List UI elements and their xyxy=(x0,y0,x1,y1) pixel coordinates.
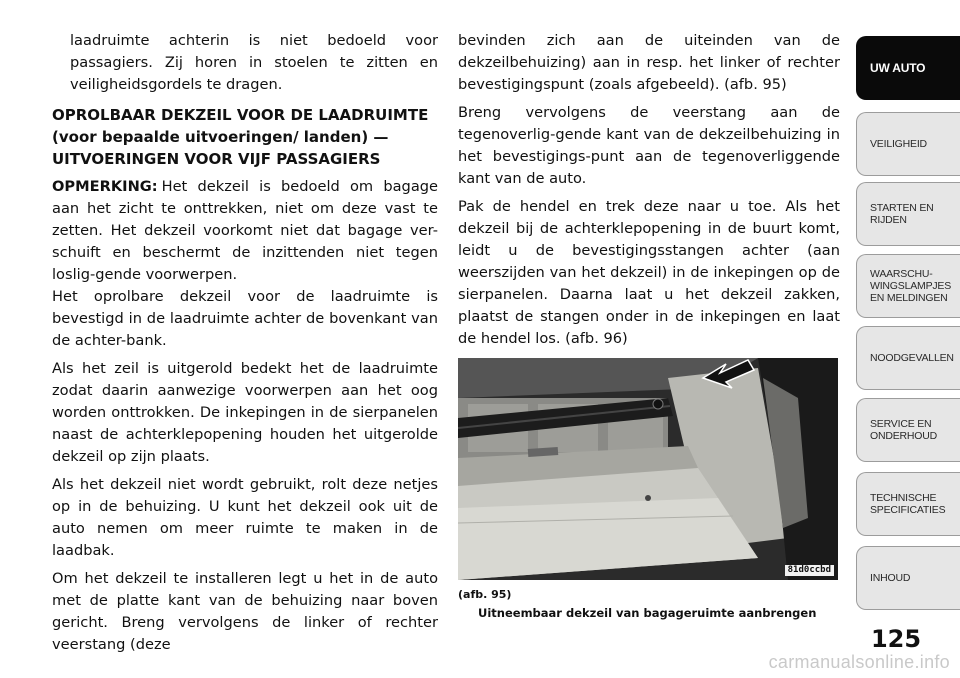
tab-label: STARTEN EN RIJDEN xyxy=(870,202,934,226)
tab-label: INHOUD xyxy=(870,572,911,584)
figure-caption: Uitneembaar dekzeil van bagageruimte aanbrengen xyxy=(478,606,817,620)
cargo-area-illustration xyxy=(458,358,838,580)
note-label: OPMERKING: xyxy=(52,178,158,195)
tab-starten-en-rijden[interactable] xyxy=(856,182,960,246)
body-paragraph-storage: Als het dekzeil niet wordt gebruikt, rolt deze netjes op in de behuizing. U kunt het dekzeil ook uit de auto nemen om meer ruimte te maken in de laadbak. xyxy=(52,476,438,559)
right-column xyxy=(458,30,840,350)
tab-veiligheid[interactable] xyxy=(856,112,960,176)
figure-code: 81d0ccbd xyxy=(785,565,834,576)
tab-technische-specificaties[interactable] xyxy=(856,472,960,536)
tab-label: SERVICE EN ONDERHOUD xyxy=(870,418,938,442)
figure-label: (afb. 95) xyxy=(458,588,512,601)
tab-label: TECHNISCHE SPECIFICATIES xyxy=(870,492,946,516)
tab-noodgevallen[interactable] xyxy=(856,326,960,390)
body-paragraph-unrolled: Als het zeil is uitgerold bedekt het de laadruimte zodat daarin aanwezige voorwerpen aan het oog worden onttrokken. De inkepingen in de sierpanelen naast de achterklepopening houden het uitgerolde dekzeil op zijn plaats. xyxy=(52,360,438,465)
tab-label: WAARSCHU-WINGSLAMPJES EN MELDINGEN xyxy=(870,268,952,304)
body-paragraph-opposite: Breng vervolgens de veerstang aan de tegenoverlig-gende kant van de dekzeilbehuizing in het bevestigings-punt aan de tegenoverliggende kant van de auto. xyxy=(458,104,840,187)
body-paragraph-mounting: Het oprolbare dekzeil voor de laadruimte is bevestigd in de laadruimte achter de bovenkant van de achter-bank. xyxy=(52,288,438,349)
cargo-cover-photo xyxy=(458,358,838,580)
body-paragraph-attach: bevinden zich aan de uiteinden van de dekzeilbehuizing) aan in resp. het linker of rechter bevestigingspunt (zoals afgebeeld). (afb. 95) xyxy=(458,32,840,93)
watermark: carmanualsonline.info xyxy=(768,652,950,672)
tab-service-en-onderhoud[interactable] xyxy=(856,398,960,462)
body-paragraph-install: Om het dekzeil te installeren legt u het in de auto met de platte kant van de behuizing naar boven gericht. Breng vervolgens de linker of rechter veerstang (deze xyxy=(52,570,438,653)
note-text: Het dekzeil is bedoeld om bagage aan het zicht te onttrekken, niet om deze vast te zetten. Het dekzeil voorkomt niet dat bagage ver-schuift en beschermt de inzittenden niet tegen loslig-gende voorwerpen. xyxy=(52,178,438,283)
chapter-sidebar xyxy=(856,0,960,678)
tab-label: UW AUTO xyxy=(870,61,926,75)
left-column xyxy=(52,30,438,656)
page-number: 125 xyxy=(870,625,922,653)
tab-label: NOODGEVALLEN xyxy=(870,352,954,364)
body-paragraph-handle: Pak de hendel en trek deze naar u toe. Als het dekzeil bij de achterklepopening in de buurt komt, leidt u de bevestigingsstangen achter (aan weerszijden van het dekzeil) in de inkepingen op de sierpanelen. Daarna laat u het dekzeil zakken, plaatst de stangen onder in de inkepingen en laat de hendel los. (afb. 96) xyxy=(458,198,840,347)
tab-uw-auto[interactable] xyxy=(856,36,960,100)
section-heading: OPROLBAAR DEKZEIL VOOR DE LAADRUIMTE (voor bepaalde uitvoeringen/ landen) — UITVOERINGEN VOOR VIJF PASSAGIERS xyxy=(52,106,429,168)
tab-label: VEILIGHEID xyxy=(870,138,927,150)
tab-waarschuwingslampjes[interactable] xyxy=(856,254,960,318)
intro-paragraph: laadruimte achterin is niet bedoeld voor passagiers. Zij horen in stoelen te zitten en veiligheidsgordels te dragen. xyxy=(70,32,438,93)
note-paragraph xyxy=(52,176,438,286)
tab-inhoud[interactable] xyxy=(856,546,960,610)
